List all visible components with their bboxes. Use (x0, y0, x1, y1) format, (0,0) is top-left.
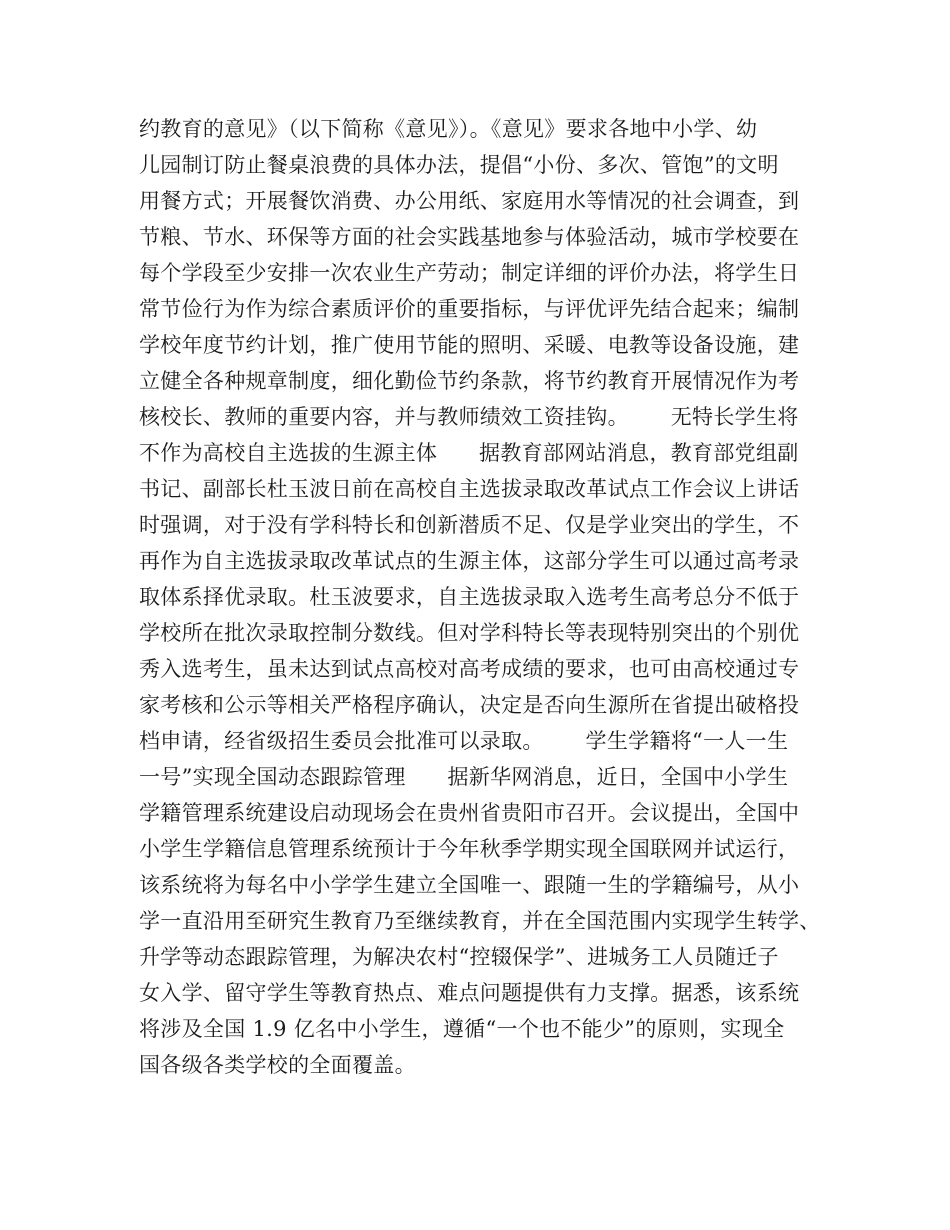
text-line: 学校所在批次录取控制分数线。但对学科特长等表现特别突出的个别优 (139, 621, 800, 645)
text-line: 该系统将为每名中小学学生建立全国唯一、跟随一生的学籍编号，从小 (139, 873, 800, 897)
text-line: 书记、副部长杜玉波日前在高校自主选拔录取改革试点工作会议上讲话 (139, 477, 800, 501)
text-line: 国各级各类学校的全面覆盖。 (139, 1053, 416, 1077)
text-line: 学校年度节约计划，推广使用节能的照明、采暖、电教等设备设施，建 (139, 333, 800, 357)
text-line: 每个学段至少安排一次农业生产劳动；制定详细的评价办法，将学生日 (139, 261, 800, 285)
text-line: 学一直沿用至研究生教育乃至继续教育，并在全国范围内实现学生转学、 (139, 909, 821, 933)
text-line: 一号”实现全国动态跟踪管理 据新华网消息，近日，全国中小学生 (139, 765, 789, 789)
text-line: 再作为自主选拔录取改革试点的生源主体，这部分学生可以通过高考录 (139, 549, 800, 573)
text-line: 儿园制订防止餐桌浪费的具体办法，提倡“小份、多次、管饱”的文明 (139, 153, 779, 177)
text-line: 学籍管理系统建设启动现场会在贵州省贵阳市召开。会议提出，全国中 (139, 801, 800, 825)
text-line: 秀入选考生，虽未达到试点高校对高考成绩的要求，也可由高校通过专 (139, 657, 800, 681)
text-line: 节粮、节水、环保等方面的社会实践基地参与体验活动，城市学校要在 (139, 225, 800, 249)
text-line: 用餐方式；开展餐饮消费、办公用纸、家庭用水等情况的社会调查，到 (139, 189, 800, 213)
text-line: 立健全各种规章制度，细化勤俭节约条款，将节约教育开展情况作为考 (139, 369, 800, 393)
text-line: 时强调，对于没有学科特长和创新潜质不足、仅是学业突出的学生，不 (139, 513, 800, 537)
text-line: 取体系择优录取。杜玉波要求，自主选拔录取入选考生高考总分不低于 (139, 585, 800, 609)
text-line: 核校长、教师的重要内容，并与教师绩效工资挂钩。 无特长学生将 (139, 405, 799, 429)
text-line: 档申请，经省级招生委员会批准可以录取。 学生学籍将“一人一生 (139, 729, 789, 753)
text-line: 常节俭行为作为综合素质评价的重要指标，与评优评先结合起来；编制 (139, 297, 800, 321)
text-line: 约教育的意见》（以下简称《意见》）。《意见》要求各地中小学、幼 (139, 117, 758, 141)
text-line: 不作为高校自主选拔的生源主体 据教育部网站消息，教育部党组副 (139, 441, 799, 465)
text-line: 小学生学籍信息管理系统预计于今年秋季学期实现全国联网并试运行， (139, 837, 800, 861)
text-line: 女入学、留守学生等教育热点、难点问题提供有力支撑。据悉，该系统 (139, 981, 800, 1005)
text-line: 升学等动态跟踪管理，为解决农村“控辍保学”、进城务工人员随迁子 (139, 945, 779, 969)
body-text (139, 111, 839, 1083)
text-line: 家考核和公示等相关严格程序确认，决定是否向生源所在省提出破格投 (139, 693, 800, 717)
text-line: 将涉及全国 1.9 亿名中小学生，遵循“一个也不能少”的原则，实现全 (139, 1017, 785, 1041)
